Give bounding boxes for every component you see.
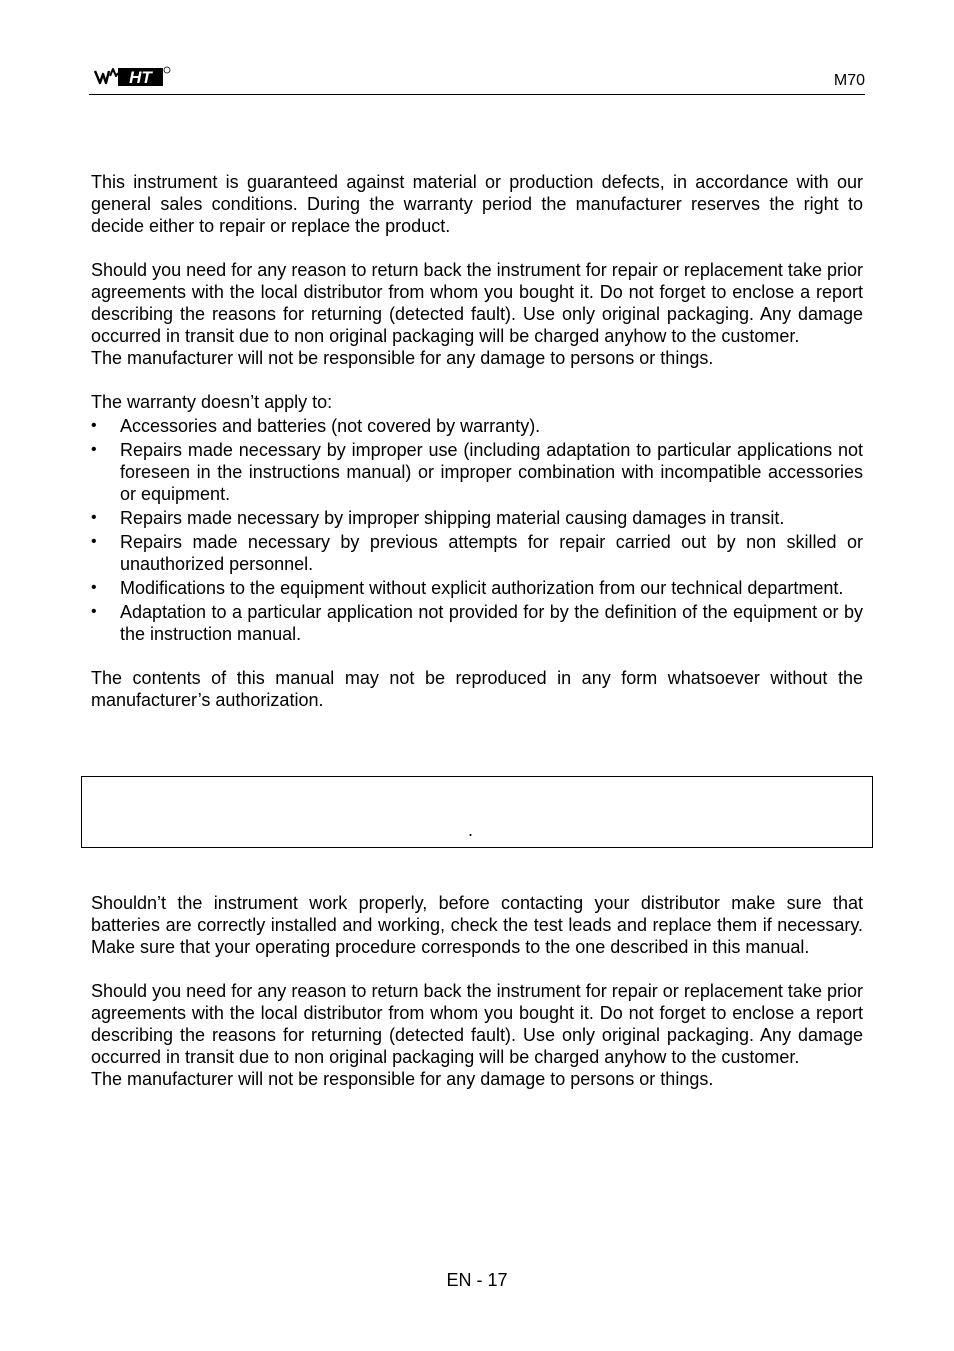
service-paragraph-3: The manufacturer will not be responsible for any damage to persons or things. xyxy=(91,1069,714,1089)
service-paragraph-1: Shouldn’t the instrument work properly, before contacting your distributor make sure that batteries are correctly installed and working, check the test leads and replace them if necessary. Make sure that your operating procedure corresponds to the one described in this manual. xyxy=(91,893,863,957)
logo-text: HT xyxy=(129,68,152,87)
list-item: • Accessories and batteries (not covered by warranty). xyxy=(91,415,863,437)
list-item: • Repairs made necessary by previous attempts for repair carried out by non skilled or unauthorized personnel. xyxy=(91,531,863,575)
box-dot: . xyxy=(468,820,474,840)
list-item: • Repairs made necessary by improper shipping material causing damages in transit. xyxy=(91,507,863,529)
header-rule xyxy=(89,94,865,95)
list-item: • Repairs made necessary by improper use (including adaptation to particular applications not foreseen in the instructions manual) or improper combination with incompatible accessories or equipment. xyxy=(91,439,863,505)
warranty-paragraph-3: The manufacturer will not be responsible for any damage to persons or things. xyxy=(91,348,714,368)
list-item: • Adaptation to a particular application not provided for by the definition of the equipment or by the instruction manual. xyxy=(91,601,863,645)
warranty-paragraph-1: This instrument is guaranteed against material or production defects, in accordance with our general sales conditions. During the warranty period the manufacturer reserves the right to decide either to repair or replace the product. xyxy=(91,172,863,236)
warranty-paragraph-2: Should you need for any reason to return back the instrument for repair or replacement take prior agreements with the local distributor from whom you bought it. Do not forget to enclose a report describing the reasons for returning (detected fault). Use only original packaging. Any damage occurred in transit due to non original packaging will be charged anyhow to the customer. xyxy=(91,260,863,346)
warranty-exclusions-list xyxy=(91,415,863,645)
service-section xyxy=(91,892,863,1090)
ht-logo xyxy=(94,62,172,90)
model-name: M70 xyxy=(833,72,865,89)
page-number: EN - 17 xyxy=(446,1270,508,1290)
warranty-exclusions-intro: The warranty doesn’t apply to: xyxy=(91,392,333,412)
service-paragraph-2: Should you need for any reason to return back the instrument for repair or replacement take prior agreements with the local distributor from whom you bought it. Do not forget to enclose a report describing the reasons for returning (detected fault). Use only original packaging. Any damage occurred in transit due to non original packaging will be charged anyhow to the customer. xyxy=(91,981,863,1067)
section-heading-box xyxy=(81,776,873,848)
warranty-paragraph-4: The contents of this manual may not be reproduced in any form whatsoever without the manufacturer’s authorization. xyxy=(91,668,863,710)
warranty-section xyxy=(91,171,863,711)
list-item: • Modifications to the equipment without explicit authorization from our technical department. xyxy=(91,577,863,599)
